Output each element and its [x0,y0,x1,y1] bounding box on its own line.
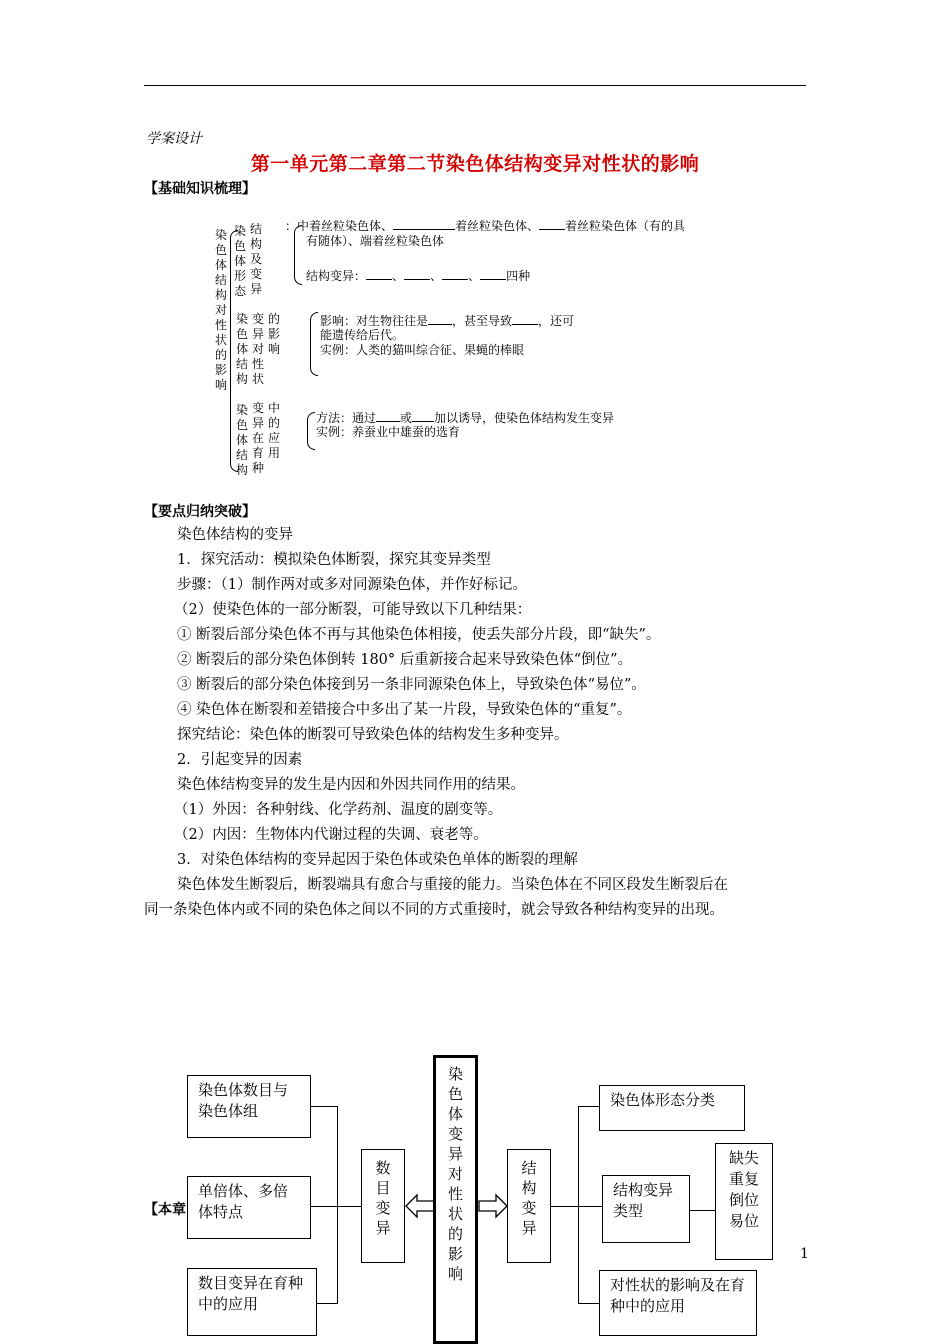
branch1-label-b: 结构及变异 [250,222,263,296]
connector [578,1303,599,1304]
branch2-line1: 影响：对生物往往是 ，甚至导致 ，还可 [320,314,575,328]
connector [337,1106,338,1304]
branch2-line3: 实例：人类的猫叫综合征、果蝇的棒眼 [320,343,525,357]
connector [578,1206,602,1207]
box-variation-types [715,1143,773,1260]
branch3-line2: 实例：养蚕业中雄蚕的选育 [316,425,461,439]
connector [578,1106,599,1107]
branch2-brace [310,312,318,376]
branch3-label-c: 中的应用 [268,401,281,460]
paragraph: ④ 染色体在断裂和差错接合中多出了某一片段，导致染色体的“重复”。 [177,702,632,718]
paragraph: 3．对染色体结构的变异起因于染色体或染色单体的断裂的理解 [177,852,578,868]
paragraph: （1）外因：各种射线、化学药剂、温度的剧变等。 [174,802,503,818]
connector [337,1206,362,1207]
paragraph: ① 断裂后部分染色体不再与其他染色体相接，使丢失部分片段，即“缺失”。 [177,627,661,643]
paragraph: （2）内因：生物体内代谢过程的失调、衰老等。 [174,827,488,843]
type-deletion: 缺失 [728,1149,759,1167]
box-chromosome-number: 染色体数目与染色体组 [187,1075,311,1138]
box-trait-effects-breeding: 对性状的影响及在育种中的应用 [599,1270,757,1336]
section-heading-basics: 【基础知识梳理】 [144,181,256,197]
box-center-topic: 染色体变异对性状的影响 [433,1055,478,1344]
paragraph: 染色体结构的变异 [177,527,293,543]
arrow-left-icon [405,1192,435,1220]
page-title: 第一单元第二章第二节染色体结构变异对性状的影响 [250,153,700,175]
arrow-right-icon [478,1192,508,1220]
box-numeric-variation: 数目变异 [361,1149,405,1263]
connector [550,1206,579,1207]
diagram-section-label: 【本章 [144,1202,186,1218]
root-label: 染色体结构对性状的影响 [215,228,228,392]
connector [578,1106,579,1304]
page-number: 1 [800,1246,809,1262]
key-points-body [144,523,814,923]
paragraph: ② 断裂后的部分染色体倒转 180° 后重新接合起来导致染色体“倒位”。 [177,652,633,668]
paragraph: 步骤：（1）制作两对或多对同源染色体，并作好标记。 [177,577,527,593]
branch2-label-a: 染色体结构 [236,312,249,386]
box-structural-variation: 结构变异 [507,1149,551,1263]
branch1-line3: 结构变异： 、 、 、 四种 [306,269,531,283]
header-rule [144,85,806,86]
paragraph: 1．探究活动：模拟染色体断裂，探究其变异类型 [177,552,491,568]
type-duplication: 重复 [728,1170,759,1188]
branch1-line1: ：中着丝粒染色体、 着丝粒染色体、 着丝粒染色体（有的具 [285,219,686,233]
box-structural-types: 结构变异类型 [602,1175,690,1243]
connector [310,1206,338,1207]
paragraph: 染色体发生断裂后，断裂端具有愈合与重接的能力。当染色体在不同区段发生断裂后在 [177,877,728,893]
type-inversion: 倒位 [728,1191,759,1209]
doc-label: 学案设计 [146,131,202,147]
branch1-label-a: 染色体形态 [234,224,247,298]
connector [310,1106,338,1107]
connector [316,1303,338,1304]
type-translocation: 易位 [728,1212,759,1230]
connector [689,1210,715,1211]
box-numeric-breeding: 数目变异在育种中的应用 [187,1268,317,1336]
section-heading-key-points: 【要点归纳突破】 [144,504,256,520]
branch2-label-b: 变异对性状 [252,312,265,386]
paragraph: 探究结论：染色体的断裂可导致染色体的结构发生多种变异。 [177,727,569,743]
branch1-brace [294,225,302,285]
branch2-line2: 能遗传给后代。 [320,328,405,342]
branch3-label-b: 变异在育种 [252,401,265,475]
paragraph: 染色体结构变异的发生是内因和外因共同作用的结果。 [177,777,525,793]
box-chromosome-morphology: 染色体形态分类 [599,1085,745,1131]
branch3-line1: 方法：通过 或 加以诱导，使染色体结构发生变异 [316,411,615,425]
box-haploid-polyploid: 单倍体、多倍体特点 [187,1176,311,1239]
branch3-brace [307,412,315,450]
branch3-label-a: 染色体结构 [236,403,249,477]
paragraph: （2）使染色体的一部分断裂，可能导致以下几种结果： [174,602,532,618]
paragraph: ③ 断裂后的部分染色体接到另一条非同源染色体上，导致染色体“易位”。 [177,677,646,693]
paragraph: 2．引起变异的因素 [177,752,303,768]
paragraph: 同一条染色体内或不同的染色体之间以不同的方式重接时，就会导致各种结构变异的出现。 [144,902,724,918]
branch2-label-c: 的影响 [268,312,281,356]
branch1-line2: 有随体）、端着丝粒染色体 [306,234,445,248]
